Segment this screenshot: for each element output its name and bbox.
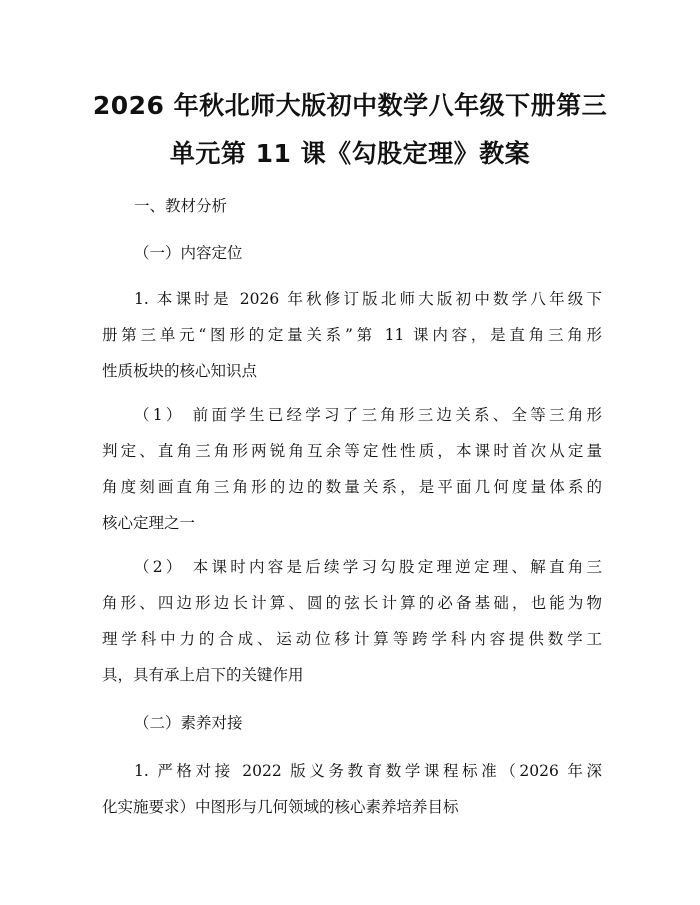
paragraph-line: 化实施要求）中图形与几何领域的核心素养培养目标 [102, 798, 459, 816]
subsection-heading-literacy-alignment: （二）素养对接 [134, 714, 243, 732]
paragraph-line: 判定、直角三角形两锐角互余等定性性质，本课时首次从定量 [102, 442, 602, 460]
subsection-heading-content-positioning: （一）内容定位 [134, 244, 243, 262]
paragraph-line: 核心定理之一 [102, 514, 196, 532]
paragraph-prior-knowledge [102, 397, 602, 541]
paragraph-line: 册第三单元“图形的定量关系”第 11 课内容，是直角三角形 [102, 326, 602, 344]
document-title-line-2: 单元第 11 课《勾股定理》教案 [169, 139, 531, 168]
paragraph-curriculum-standard [102, 753, 602, 825]
paragraph-line: 角度刻画直角三角形的边的数量关系，是平面几何度量体系的 [102, 478, 602, 496]
paragraph-line: 性质板块的核心知识点 [102, 362, 258, 380]
paragraph-line: 1. 本课时是 2026 年秋修订版北师大版初中数学八年级下 [134, 290, 602, 308]
paragraph-line: 1. 严格对接 2022 版义务教育数学课程标准（2026 年深 [134, 762, 602, 780]
paragraph-line: 理学科中力的合成、运动位移计算等跨学科内容提供数学工 [102, 630, 602, 648]
section-heading-teaching-material-analysis: 一、教材分析 [134, 197, 228, 215]
paragraph-line: 具，具有承上启下的关键作用 [102, 666, 304, 684]
paragraph-line: （1） 前面学生已经学习了三角形三边关系、全等三角形 [134, 406, 602, 424]
paragraph-follow-up-learning [102, 549, 602, 693]
document-title-line-1: 2026 年秋北师大版初中数学八年级下册第三 [92, 91, 608, 120]
paragraph-lesson-overview [102, 281, 602, 389]
paragraph-line: （2） 本课时内容是后续学习勾股定理逆定理、解直角三 [134, 558, 602, 576]
paragraph-line: 角形、四边形边长计算、圆的弦长计算的必备基础，也能为物 [102, 594, 602, 612]
